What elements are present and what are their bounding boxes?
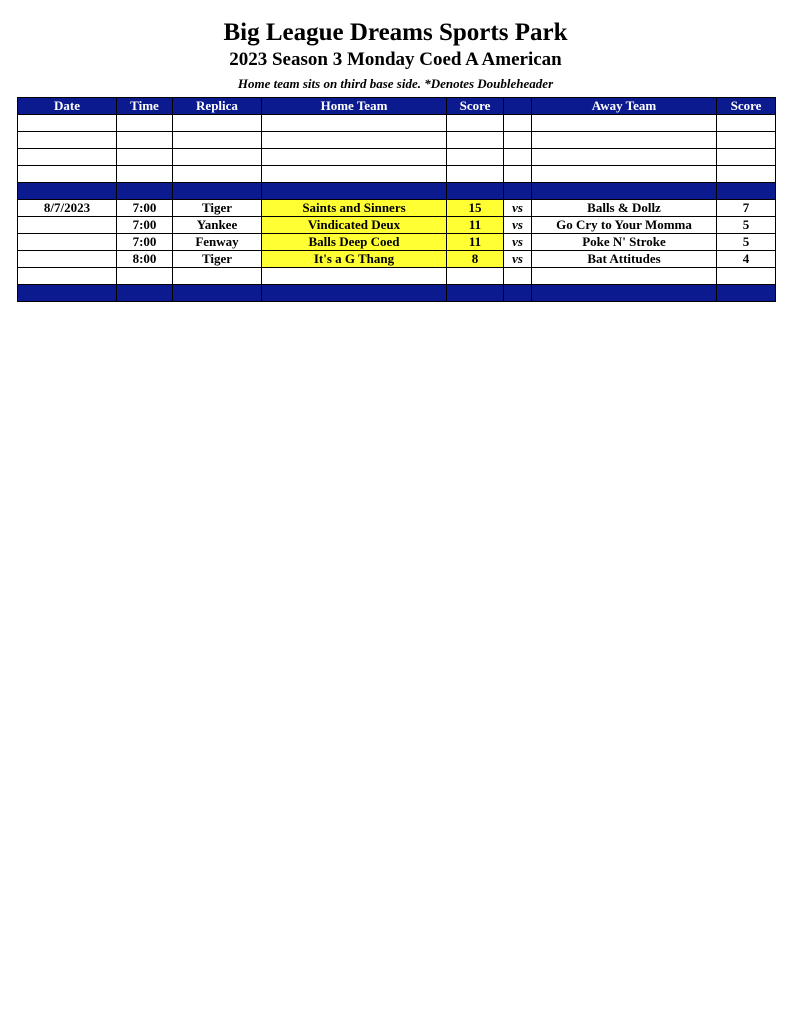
away-score: 5 — [717, 234, 776, 251]
game-time: 7:00 — [117, 234, 173, 251]
empty-row — [18, 149, 776, 166]
home-team: Saints and Sinners — [262, 200, 447, 217]
away-team: Bat Attitudes — [532, 251, 717, 268]
game-row — [18, 200, 776, 217]
season-subtitle: 2023 Season 3 Monday Coed A American — [229, 49, 562, 70]
vs-label: vs — [504, 217, 532, 234]
game-time: 7:00 — [117, 217, 173, 234]
column-header-home-team: Home Team — [262, 98, 447, 115]
doubleheader-note: Home team sits on third base side. *Denotes Doubleheader — [237, 76, 554, 91]
home-score: 15 — [447, 200, 504, 217]
game-row — [18, 217, 776, 234]
game-replica: Fenway — [173, 234, 262, 251]
schedule-table — [17, 97, 776, 302]
game-row — [18, 251, 776, 268]
game-date — [18, 251, 117, 268]
empty-row — [18, 166, 776, 183]
game-time: 8:00 — [117, 251, 173, 268]
home-score: 11 — [447, 234, 504, 251]
vs-label: vs — [504, 200, 532, 217]
home-team: It's a G Thang — [262, 251, 447, 268]
game-replica: Yankee — [173, 217, 262, 234]
away-team: Poke N' Stroke — [532, 234, 717, 251]
divider-bar — [18, 285, 776, 302]
game-replica: Tiger — [173, 200, 262, 217]
game-date — [18, 217, 117, 234]
empty-row — [18, 268, 776, 285]
column-header-time: Time — [117, 98, 173, 115]
divider-bar — [18, 183, 776, 200]
away-score: 4 — [717, 251, 776, 268]
game-row — [18, 234, 776, 251]
header-row — [18, 98, 776, 115]
vs-label: vs — [504, 234, 532, 251]
home-team: Balls Deep Coed — [262, 234, 447, 251]
home-score: 11 — [447, 217, 504, 234]
away-team: Balls & Dollz — [532, 200, 717, 217]
game-replica: Tiger — [173, 251, 262, 268]
home-score: 8 — [447, 251, 504, 268]
page-title: Big League Dreams Sports Park — [223, 19, 568, 46]
column-header-replica: Replica — [173, 98, 262, 115]
game-time: 7:00 — [117, 200, 173, 217]
column-header-away-score: Score — [717, 98, 776, 115]
column-header-home-score: Score — [447, 98, 504, 115]
away-team: Go Cry to Your Momma — [532, 217, 717, 234]
column-header-away-team: Away Team — [532, 98, 717, 115]
game-date — [18, 234, 117, 251]
home-team: Vindicated Deux — [262, 217, 447, 234]
column-header-date: Date — [18, 98, 117, 115]
away-score: 5 — [717, 217, 776, 234]
game-date: 8/7/2023 — [18, 200, 117, 217]
away-score: 7 — [717, 200, 776, 217]
vs-label: vs — [504, 251, 532, 268]
empty-row — [18, 115, 776, 132]
empty-row — [18, 132, 776, 149]
column-header-vs — [504, 98, 532, 115]
